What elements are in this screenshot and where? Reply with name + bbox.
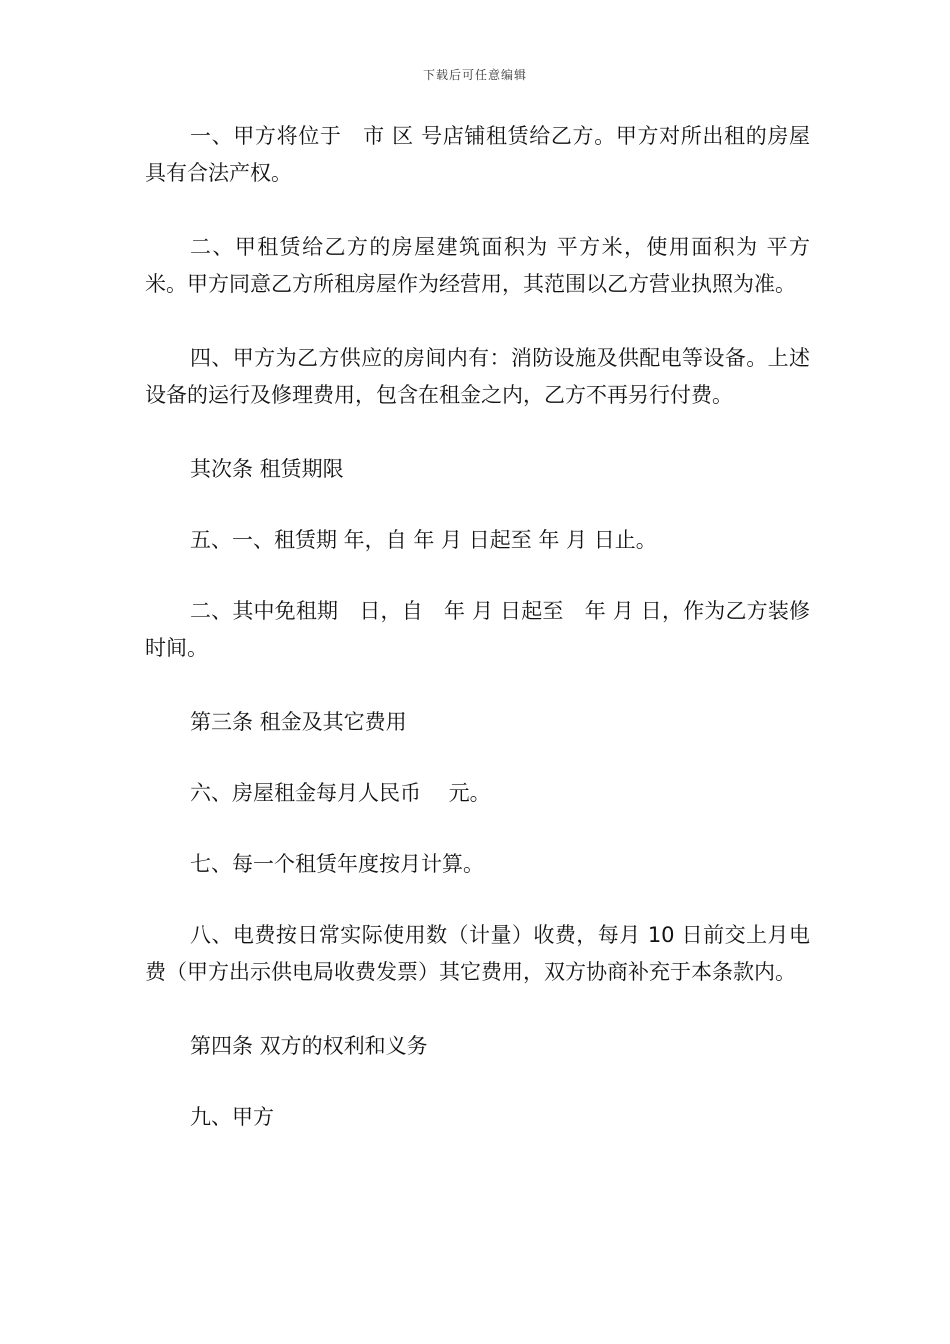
clause-7-yearly-calculation: 七、每一个租赁年度按月计算。 (190, 852, 484, 876)
clause-6-monthly-rent: 六、房屋租金每月人民币 元。 (190, 781, 491, 805)
document-body (145, 118, 810, 1173)
section-heading-rent-fees: 第三条 租金及其它费用 (190, 710, 407, 734)
clause-5-lease-period: 五、一、租赁期 年，自 年 月 日起至 年 月 日止。 (190, 528, 657, 552)
clause-9-party-a: 九、甲方 (190, 1105, 274, 1129)
clause-rent-free-period: 二、其中免租期 日，自 年 月 日起至 年 月 日，作为乙方装修时间。 (145, 599, 810, 660)
section-heading-rights-obligations: 第四条 双方的权利和义务 (190, 1034, 428, 1058)
clause-4-facilities: 四、甲方为乙方供应的房间内有：消防设施及供配电等设备。上述设备的运行及修理费用，包含在租金之内，乙方不再另行付费。 (145, 346, 810, 407)
clause-8-electricity: 八、电费按日常实际使用数（计量）收费，每月 10 日前交上月电费（甲方出示供电局收费发票）其它费用，双方协商补充于本条款内。 (145, 923, 810, 984)
section-heading-lease-term: 其次条 租赁期限 (190, 457, 344, 481)
clause-2-area: 二、甲租赁给乙方的房屋建筑面积为 平方米，使用面积为 平方米。甲方同意乙方所租房屋作为经营用，其范围以乙方营业执照为准。 (145, 235, 810, 296)
clause-1-location: 一、甲方将位于 市 区 号店铺租赁给乙方。甲方对所出租的房屋具有合法产权。 (145, 124, 810, 185)
header-note: 下载后可任意编辑 (422, 68, 527, 82)
